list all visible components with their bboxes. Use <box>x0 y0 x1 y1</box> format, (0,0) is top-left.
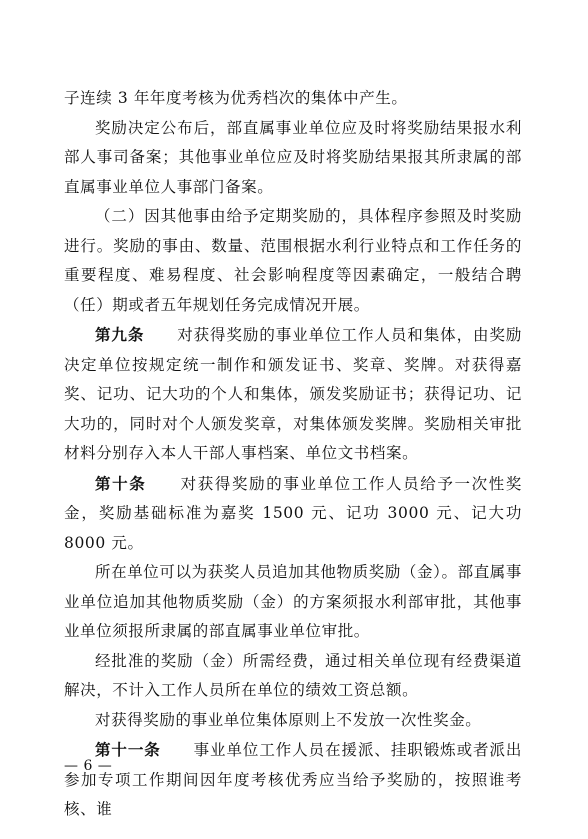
paragraph-text: 对获得奖励的事业单位工作人员给予一次性奖金，奖励基础标准为嘉奖 1500 元、记功 3000 元、记大功 8000 元。 <box>64 474 522 552</box>
paragraph-text: 经批准的奖励（金）所需经费，通过相关单位现有经费渠道解决，不计入工作人员所在单位的绩效工资总额。 <box>64 651 522 699</box>
paragraph-text: 事业单位工作人员在援派、挂职锻炼或者派出参加专项工作期间因年度考核优秀应当给予奖励的，按照谁考核、谁 <box>64 741 522 818</box>
paragraph <box>64 558 522 647</box>
paragraph-text: 奖励决定公布后，部直属事业单位应及时将奖励结果报水利部人事司备案；其他事业单位应及时将奖励结果报其所隶属的部直属事业单位人事部门备案。 <box>64 118 522 196</box>
paragraph-text: 对获得奖励的事业单位工作人员和集体，由奖励决定单位按规定统一制作和颁发证书、奖章、奖牌。对获得嘉奖、记功、记大功的个人和集体，颁发奖励证书；获得记功、记大功的，同时对个人颁发奖章，对集体颁发奖牌。奖励相关审批材料分别存入本人干部人事档案、单位文书档案。 <box>64 326 522 462</box>
paragraph <box>64 469 522 559</box>
paragraph <box>64 706 522 736</box>
paragraph <box>64 735 522 825</box>
article-heading: 第九条 <box>95 325 145 344</box>
paragraph-text: 子连续 3 年年度考核为优秀档次的集体中产生。 <box>64 89 408 107</box>
page-number: — 6 — <box>64 758 113 774</box>
paragraph <box>64 320 522 469</box>
paragraph-text: （二）因其他事由给予定期奖励的，具体程序参照及时奖励进行。奖励的事由、数量、范围根据水利行业特点和工作任务的重要程度、难易程度、社会影响程度等因素确定，一般结合聘（任）期或者五年规划任务完成情况开展。 <box>64 207 522 314</box>
article-heading: 第十条 <box>95 473 147 493</box>
paragraph <box>64 114 522 203</box>
paragraph <box>64 647 522 706</box>
paragraph-text: 所在单位可以为获奖人员追加其他物质奖励（金）。部直属事业单位追加其他物质奖励（金）的方案须报水利部审批，其他事业单位须报所隶属的部直属事业单位审批。 <box>64 563 522 640</box>
paragraph-text: 对获得奖励的事业单位集体原则上不发放一次性奖金。 <box>95 710 482 729</box>
article-heading: 第十一条 <box>95 740 161 759</box>
paragraph <box>64 202 522 320</box>
document-body <box>64 84 522 825</box>
paragraph <box>64 84 522 114</box>
